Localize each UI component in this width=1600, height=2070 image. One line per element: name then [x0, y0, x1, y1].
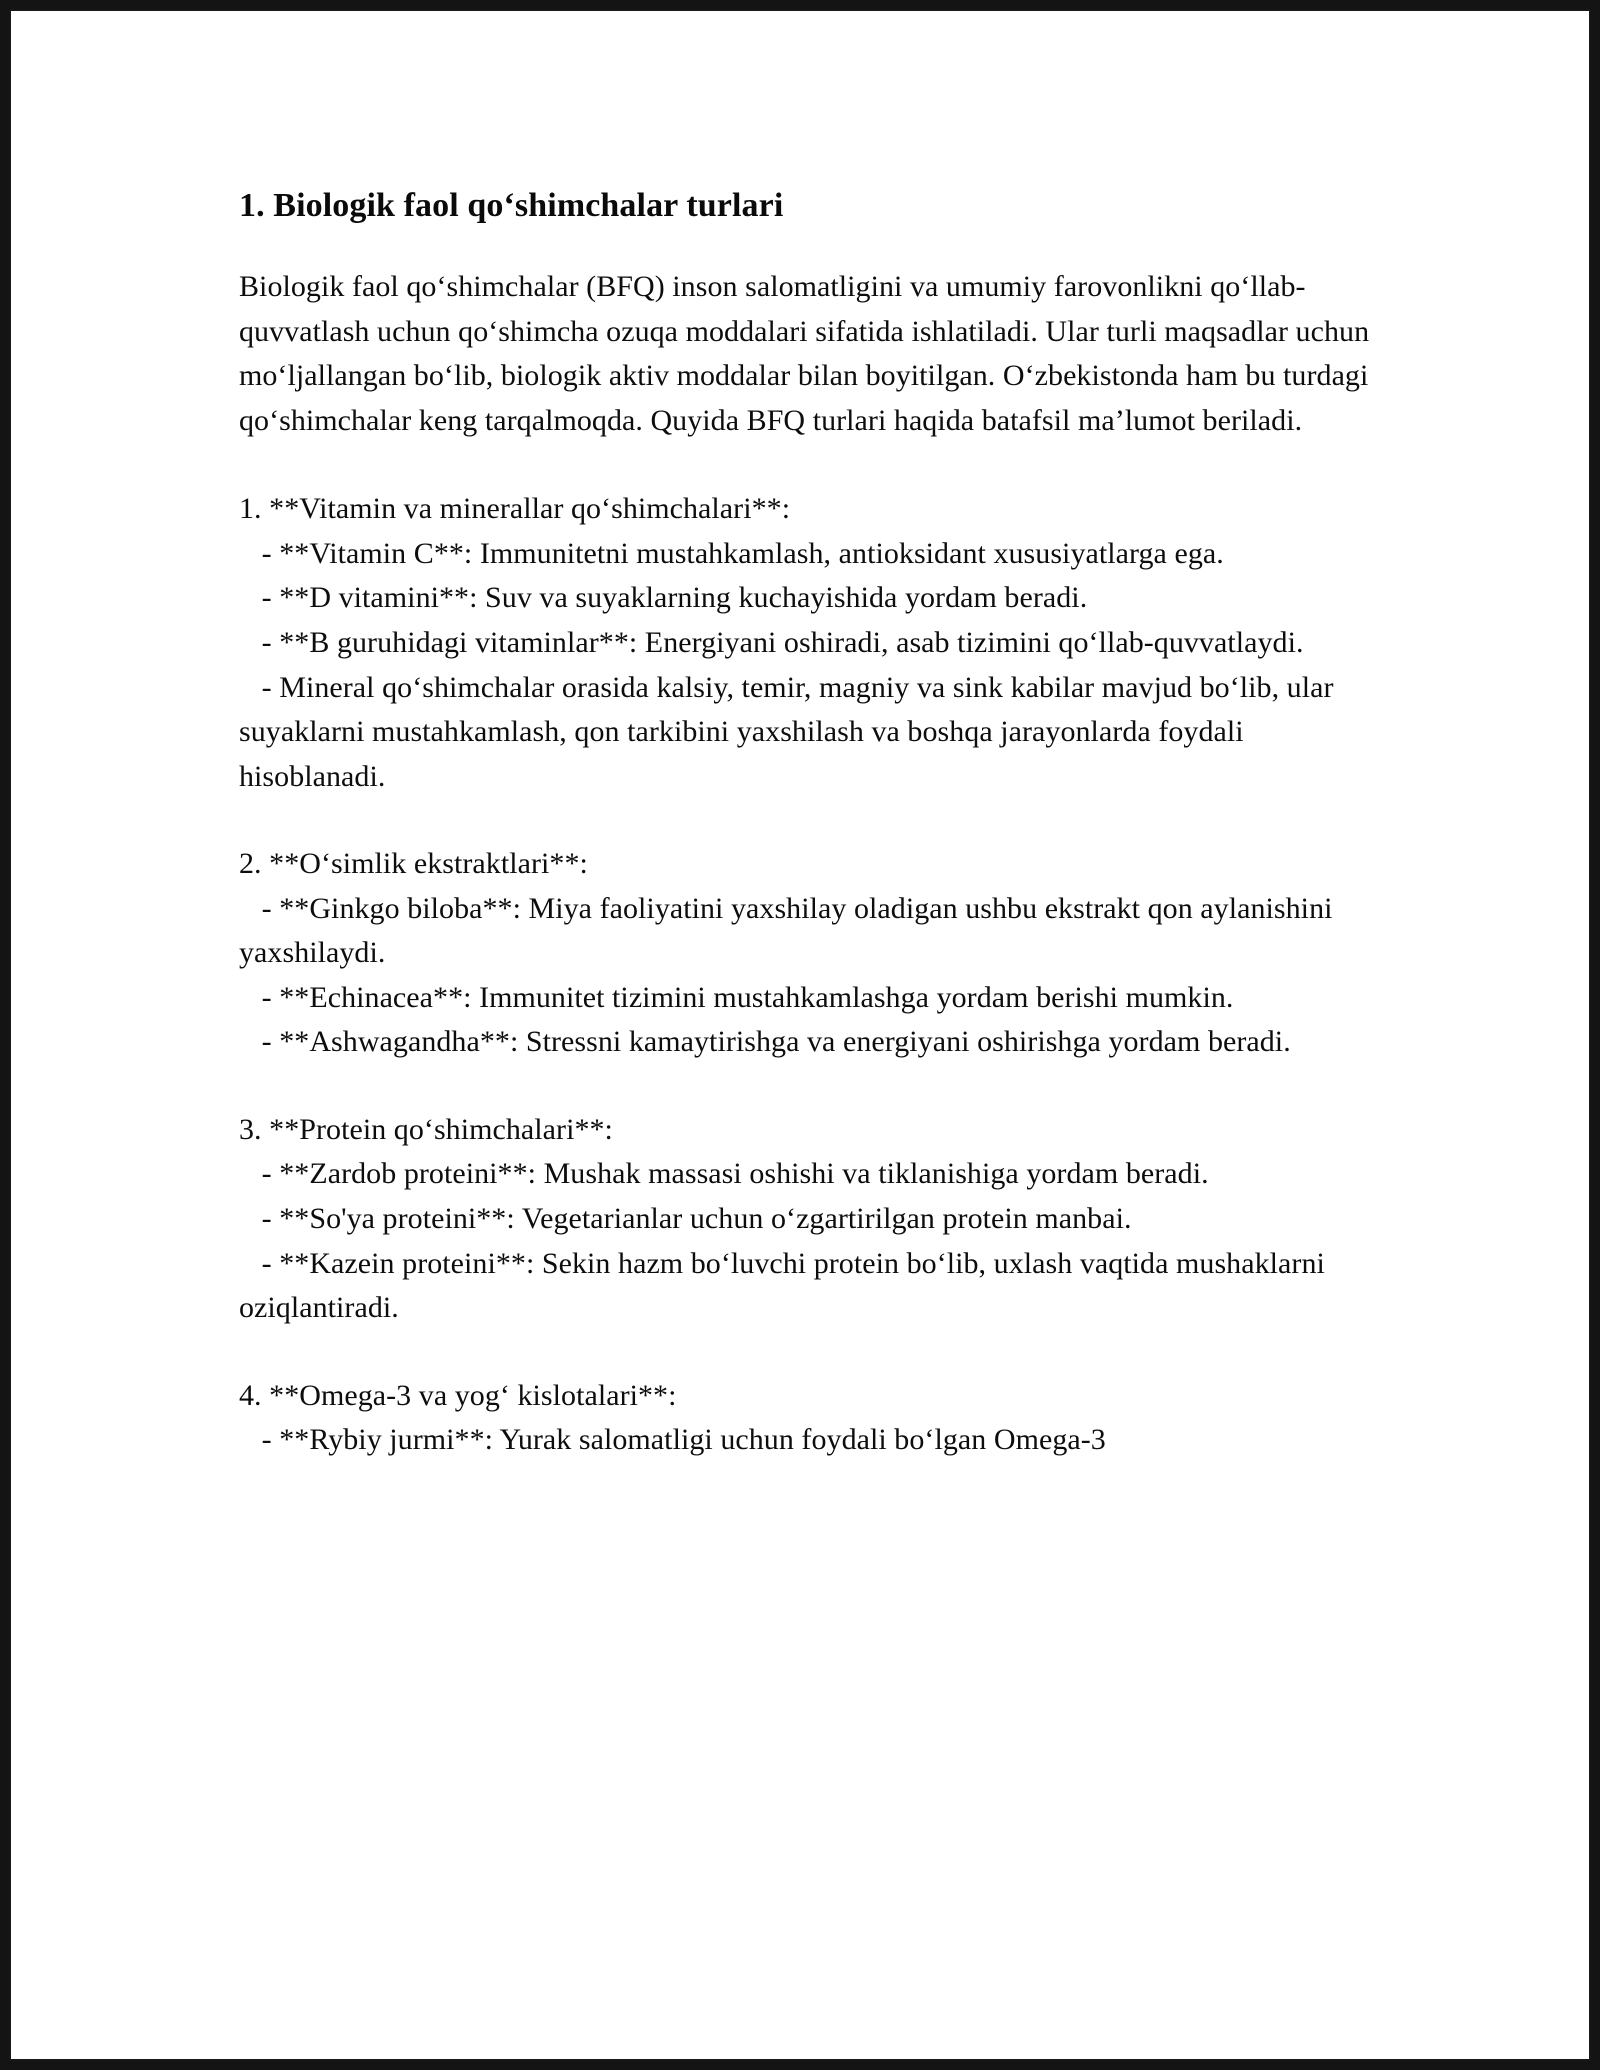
section-1-item-3: - **B guruhidagi vitaminlar**: Energiyani oshiradi, asab tizimini qo‘llab-quvvatlaydi. — [239, 625, 1304, 659]
section-3-item-2: - **So'ya proteini**: Vegetarianlar uchun o‘zgartirilgan protein manbai. — [239, 1202, 1132, 1235]
section-2-item-2: - **Echinacea**: Immunitet tizimini mustahkamlashga yordam berishi mumkin. — [239, 980, 1234, 1014]
intro-paragraph: Biologik faol qo‘shimchalar (BFQ) inson salomatligini va umumiy farovonlikni qo‘llab-quvvatlash uchun qo‘shimcha ozuqa moddalari sifatida ishlatiladi. Ular turli maqsadlar uchun mo‘ljallangan bo‘lib, biologik aktiv moddalar bilan boyitilgan. O‘zbekistonda ham bu turdagi qo‘shimchalar keng tarqalmoqda. Quyida BFQ turlari haqida batafsil ma’lumot beriladi. — [239, 270, 1377, 437]
section-1-item-2: - **D vitamini**: Suv va suyaklarning kuchayishida yordam beradi. — [239, 581, 1088, 615]
document-page — [17, 17, 1583, 2053]
blank-line-spacer — [239, 1331, 1393, 1374]
document-body — [17, 17, 1583, 1463]
section-4-item-1: - **Rybiy jurmi**: Yurak salomatligi uchun foydali bo‘lgan Omega-3 — [239, 1423, 1106, 1457]
section-2-item-1: - **Ginkgo biloba**: Miya faoliyatini yaxshilay oladigan ushbu ekstrakt qon aylanishini yaxshilaydi. — [239, 891, 1341, 970]
section-4-heading: 4. **Omega-3 va yog‘ kislotalari**: — [239, 1378, 677, 1412]
page-title: 1. Biologik faol qo‘shimchalar turlari — [239, 187, 784, 224]
section-3-item-3: - **Kazein proteini**: Sekin hazm bo‘luvchi protein bo‘lib, uxlash vaqtida mushaklarni oziqlantiradi. — [239, 1246, 1333, 1325]
section-1-item-4: - Mineral qo‘shimchalar orasida kalsiy, temir, magniy va sink kabilar mavjud bo‘lib, ular suyaklarni mustahkamlash, qon tarkibini yaxshilash va boshqa jarayonlarda foydali hisoblanadi. — [239, 670, 1342, 793]
section-2-heading: 2. **O‘simlik ekstraktlari**: — [239, 847, 588, 881]
section-3-heading: 3. **Protein qo‘shimchalari**: — [239, 1112, 613, 1146]
page-inner-frame — [9, 9, 1591, 2061]
section-1-heading: 1. **Vitamin va minerallar qo‘shimchalari**: — [239, 492, 791, 526]
blank-line-spacer — [239, 443, 1393, 487]
section-1-item-1: - **Vitamin C**: Immunitetni mustahkamlash, antioksidant xususiyatlarga ega. — [239, 536, 1224, 570]
section-2-item-3: - **Ashwagandha**: Stressni kamaytirishga va energiyani oshirishga yordam beradi. — [239, 1025, 1291, 1059]
section-3-item-1: - **Zardob proteini**: Mushak massasi oshishi va tiklanishiga yordam beradi. — [239, 1157, 1209, 1191]
blank-line-spacer — [239, 1065, 1393, 1108]
blank-line-spacer — [239, 799, 1393, 842]
